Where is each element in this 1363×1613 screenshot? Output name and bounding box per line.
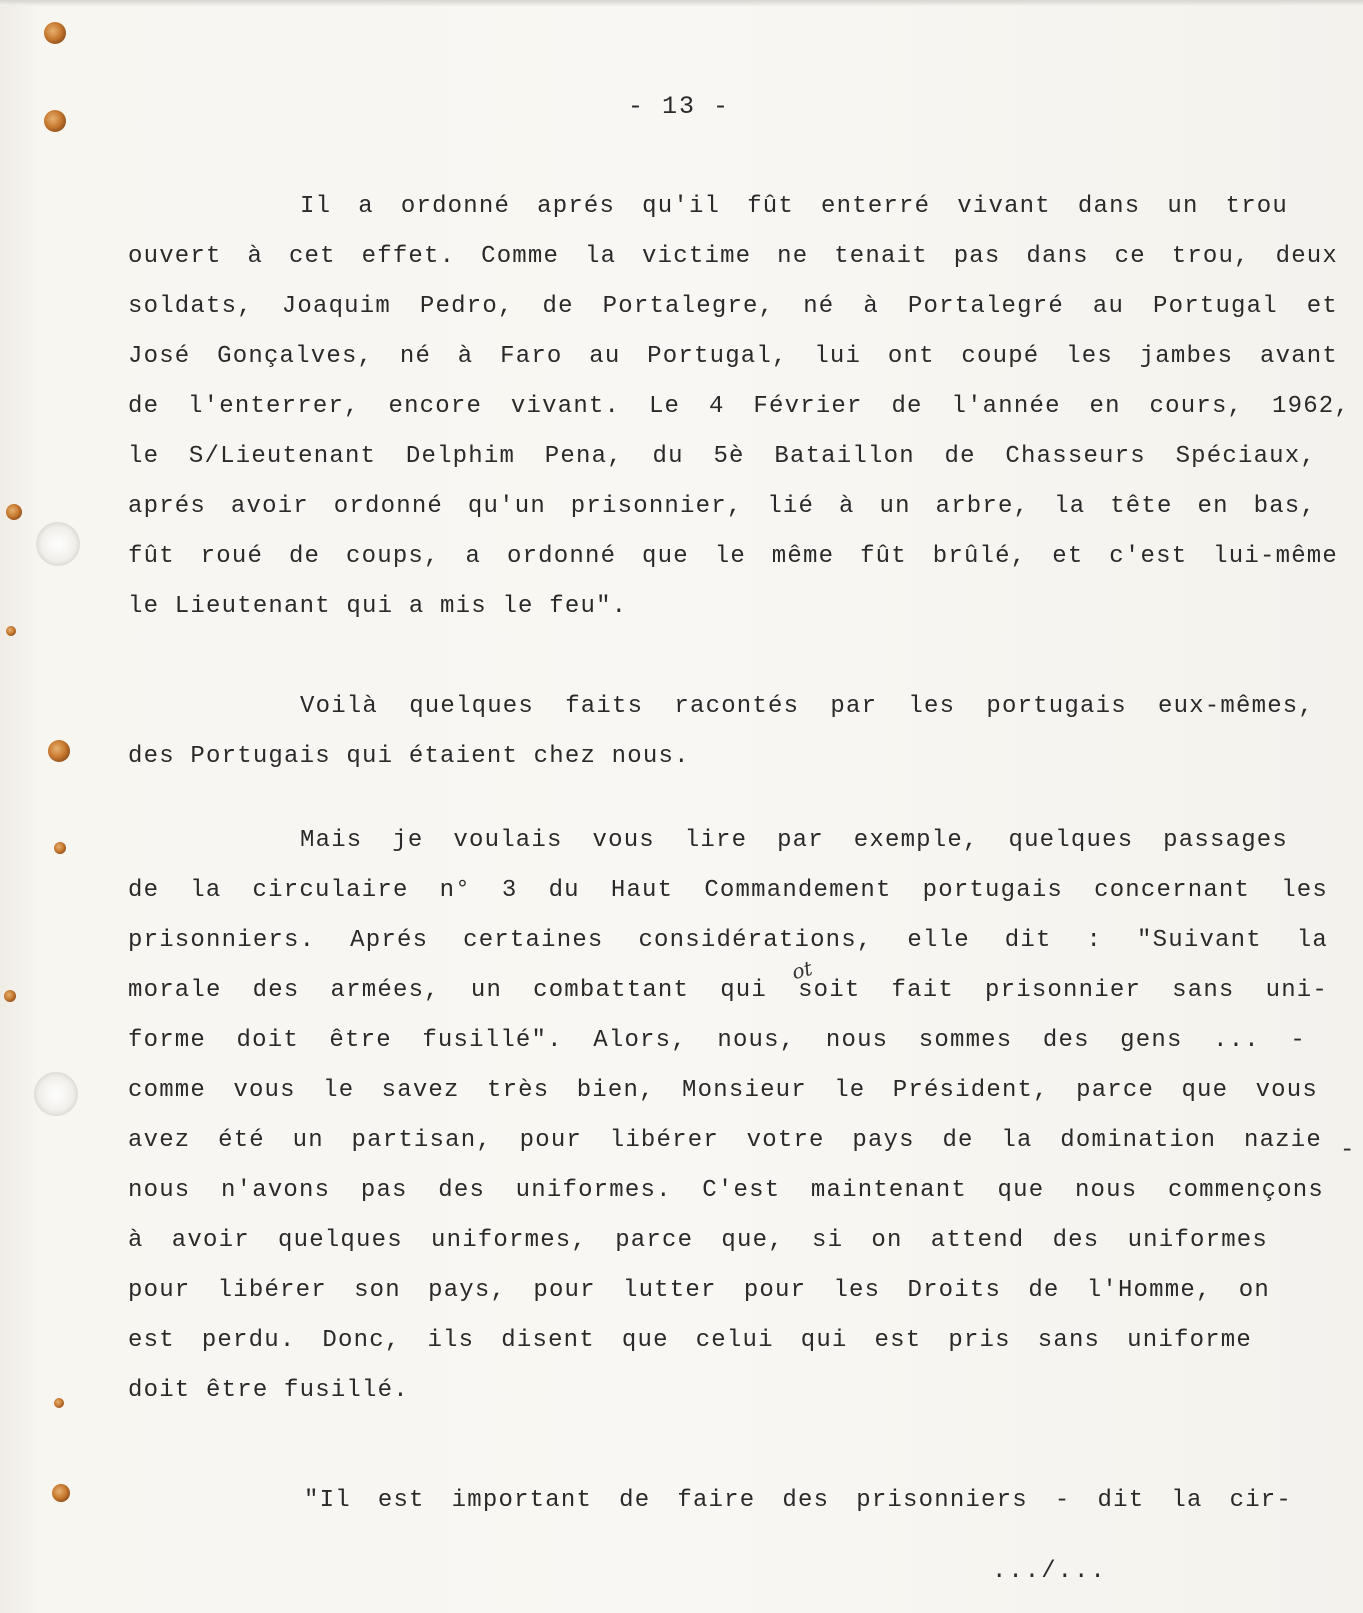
- text-line: fût roué de coups, a ordonné que le même fût brûlé, et c'est lui-même: [128, 543, 1338, 570]
- text-line: ouvert à cet effet. Comme la victime ne tenait pas dans ce trou, deux: [128, 243, 1338, 270]
- binder-ring-hole: [36, 522, 80, 566]
- text-line: morale des armées, un combattant qui soit fait prisonnier sans uni-: [128, 977, 1328, 1004]
- punch-hole: [54, 1398, 64, 1408]
- text-line: Il a ordonné aprés qu'il fût enterré vivant dans un trou: [300, 193, 1288, 220]
- text-line: soldats, Joaquim Pedro, de Portalegre, né à Portalegré au Portugal et: [128, 293, 1338, 320]
- punch-hole: [44, 22, 66, 44]
- text-line: de l'enterrer, encore vivant. Le 4 Février de l'année en cours, 1962,: [128, 393, 1350, 420]
- text-line: José Gonçalves, né à Faro au Portugal, lui ont coupé les jambes avant: [128, 343, 1338, 370]
- binder-ring-hole: [34, 1072, 78, 1116]
- text-line: de la circulaire n° 3 du Haut Commandement portugais concernant les: [128, 877, 1328, 904]
- text-line: prisonniers. Aprés certaines considérations, elle dit : "Suivant la: [128, 927, 1328, 954]
- text-line: doit être fusillé.: [128, 1377, 409, 1404]
- text-line: Mais je voulais vous lire par exemple, quelques passages: [300, 827, 1288, 854]
- text-line: nous n'avons pas des uniformes. C'est maintenant que nous commençons: [128, 1177, 1324, 1204]
- text-line: "Il est important de faire des prisonniers - dit la cir-: [304, 1487, 1292, 1514]
- punch-hole: [4, 990, 16, 1002]
- text-line: est perdu. Donc, ils disent que celui qui est pris sans uniforme: [128, 1327, 1252, 1354]
- text-line: comme vous le savez très bien, Monsieur le Président, parce que vous: [128, 1077, 1318, 1104]
- punch-hole: [52, 1484, 70, 1502]
- continuation-marker: .../...: [992, 1558, 1107, 1585]
- punch-hole: [44, 110, 66, 132]
- text-line: aprés avoir ordonné qu'un prisonnier, lié à un arbre, la tête en bas,: [128, 493, 1316, 520]
- handwritten-correction: ot: [789, 955, 815, 985]
- text-line: Voilà quelques faits racontés par les portugais eux-mêmes,: [300, 693, 1314, 720]
- text-line: des Portugais qui étaient chez nous.: [128, 743, 690, 770]
- text-line: à avoir quelques uniformes, parce que, si on attend des uniformes: [128, 1227, 1268, 1254]
- text-line: forme doit être fusillé". Alors, nous, nous sommes des gens ... -: [128, 1027, 1306, 1054]
- text-line: le Lieutenant qui a mis le feu".: [128, 593, 628, 620]
- text-line: avez été un partisan, pour libérer votre pays de la domination nazie: [128, 1127, 1322, 1154]
- punch-hole: [54, 842, 66, 854]
- page-number: - 13 -: [628, 92, 731, 121]
- punch-hole: [6, 626, 16, 636]
- punch-hole: [6, 504, 22, 520]
- punch-hole: [48, 740, 70, 762]
- margin-mark: -: [1340, 1137, 1355, 1164]
- text-line: le S/Lieutenant Delphim Pena, du 5è Bataillon de Chasseurs Spéciaux,: [128, 443, 1316, 470]
- text-line: pour libérer son pays, pour lutter pour les Droits de l'Homme, on: [128, 1277, 1270, 1304]
- page-top-edge: [0, 0, 1363, 6]
